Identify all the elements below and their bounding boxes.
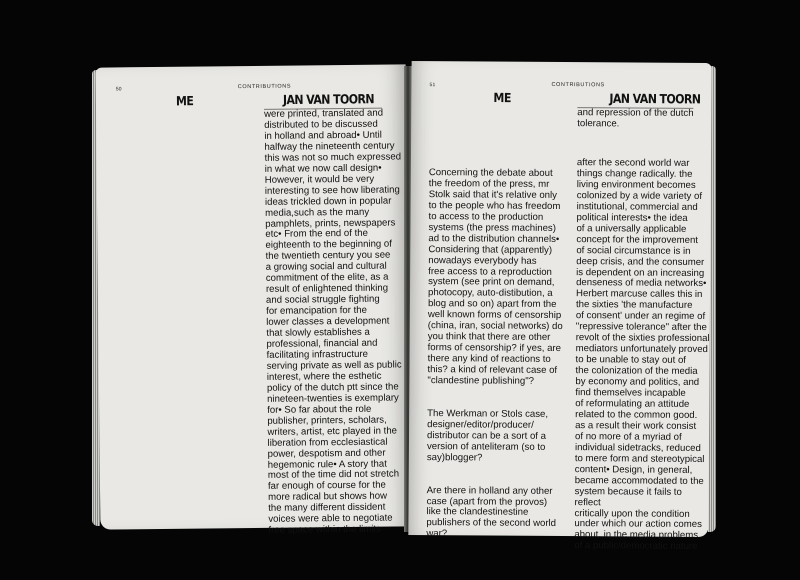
section-label: ME [175,93,194,109]
page-number: 51 [429,82,436,89]
answer-text: after the second world war things change radically. the living environment becomes colonized by a wide variety of institutional, commercial and political interests• the idea of a universally applicable concept for the improvement of social circumstance is in deep crisis, and the consumer is dependent on an increasing denseness of media networks• Herbert marcuse calles this in the sixties 'the manufacture of consent' under an regime of "repressive tolerance" after the revolt of the sixties professional mediators unfortunately proved to be unable to stay out of the colonization of the media by economy and politics, and find themselves incapable of reformulating an attitude related to the common good. as a result their work consist of no more of a myriad of individual sidetracks, reduced to mere form and stereotypical content• Design, in general, became accommodated to the system because it fails to reflect critically upon the condition under which our action comes about. in the media problems of a public/democratic nature [574,157,710,553]
section-label: ME [493,90,511,106]
body-text: were printed, translated and distributed to be discussed in holland and abroad• Until halfway the nineteenth century this was not so much expressed in what we now call design• However, it would be very interesting to see how liberating ideas trickled down in popular media,such as the many pamphlets, prints, newspapers etc• From the end of the eighteenth to the beginning of the twentieth century you see a growing social and cultural commitment of the elite, as a result of enlightened thinking and social struggle fighting for emancipation for the lower classes a development that slowly establishes a professional, financial and facilitating infrastructure serving private as well as public interest, where the esthetic policy of the dutch ptt since the nineteen-twenties is exemplary for• So far about the role publisher, printers, scholars, writers, artist, etc played in the liberation from ecclesiastical power, despotism and other hegemonic rule• A story that most of the time did not stretch far enough of course for the more radical but shows how the many different dissident voices were able to negotiate free space within the limits [264,107,402,537]
running-head: CONTRIBUTIONS [551,81,605,89]
interview-questions [426,157,575,552]
author-name: JAN VAN TOORN [609,91,701,107]
question-paragraph: Concerning the debate about the freedom of the press, mr Stolk said that it's relative only to the people who has freedom to access to the production systems (the press machines) ad to the distribution channels• Considering that (apparently) nowadays everybody has free access to a reproduction system (see print on demand, photocopy, auto-distibution, a blog and so on) apart from the well known forms of censorship (china, iran, social networks) do you think that there are other forms of censorship? if yes, are there any kind of reactions to this? a kind of relevant case of "clandestine publishing"? [427,167,563,387]
author-name: JAN VAN TOORN [282,91,375,108]
left-page [96,64,411,537]
question-paragraph: Are there in holland any other case (apart from the provos) like the clandestinestine publishers of the second world war? [426,484,557,540]
page-number: 50 [115,86,122,93]
right-page [408,61,711,553]
author-continuation: and repression of the dutch tolerance. [577,107,694,130]
running-head: CONTRIBUTIONS [237,83,292,91]
question-paragraph: The Werkman or Stols case, designer/editor/producer/ distributor can be a sort of a version of anteliteram (so to say)blogger? [426,407,549,464]
